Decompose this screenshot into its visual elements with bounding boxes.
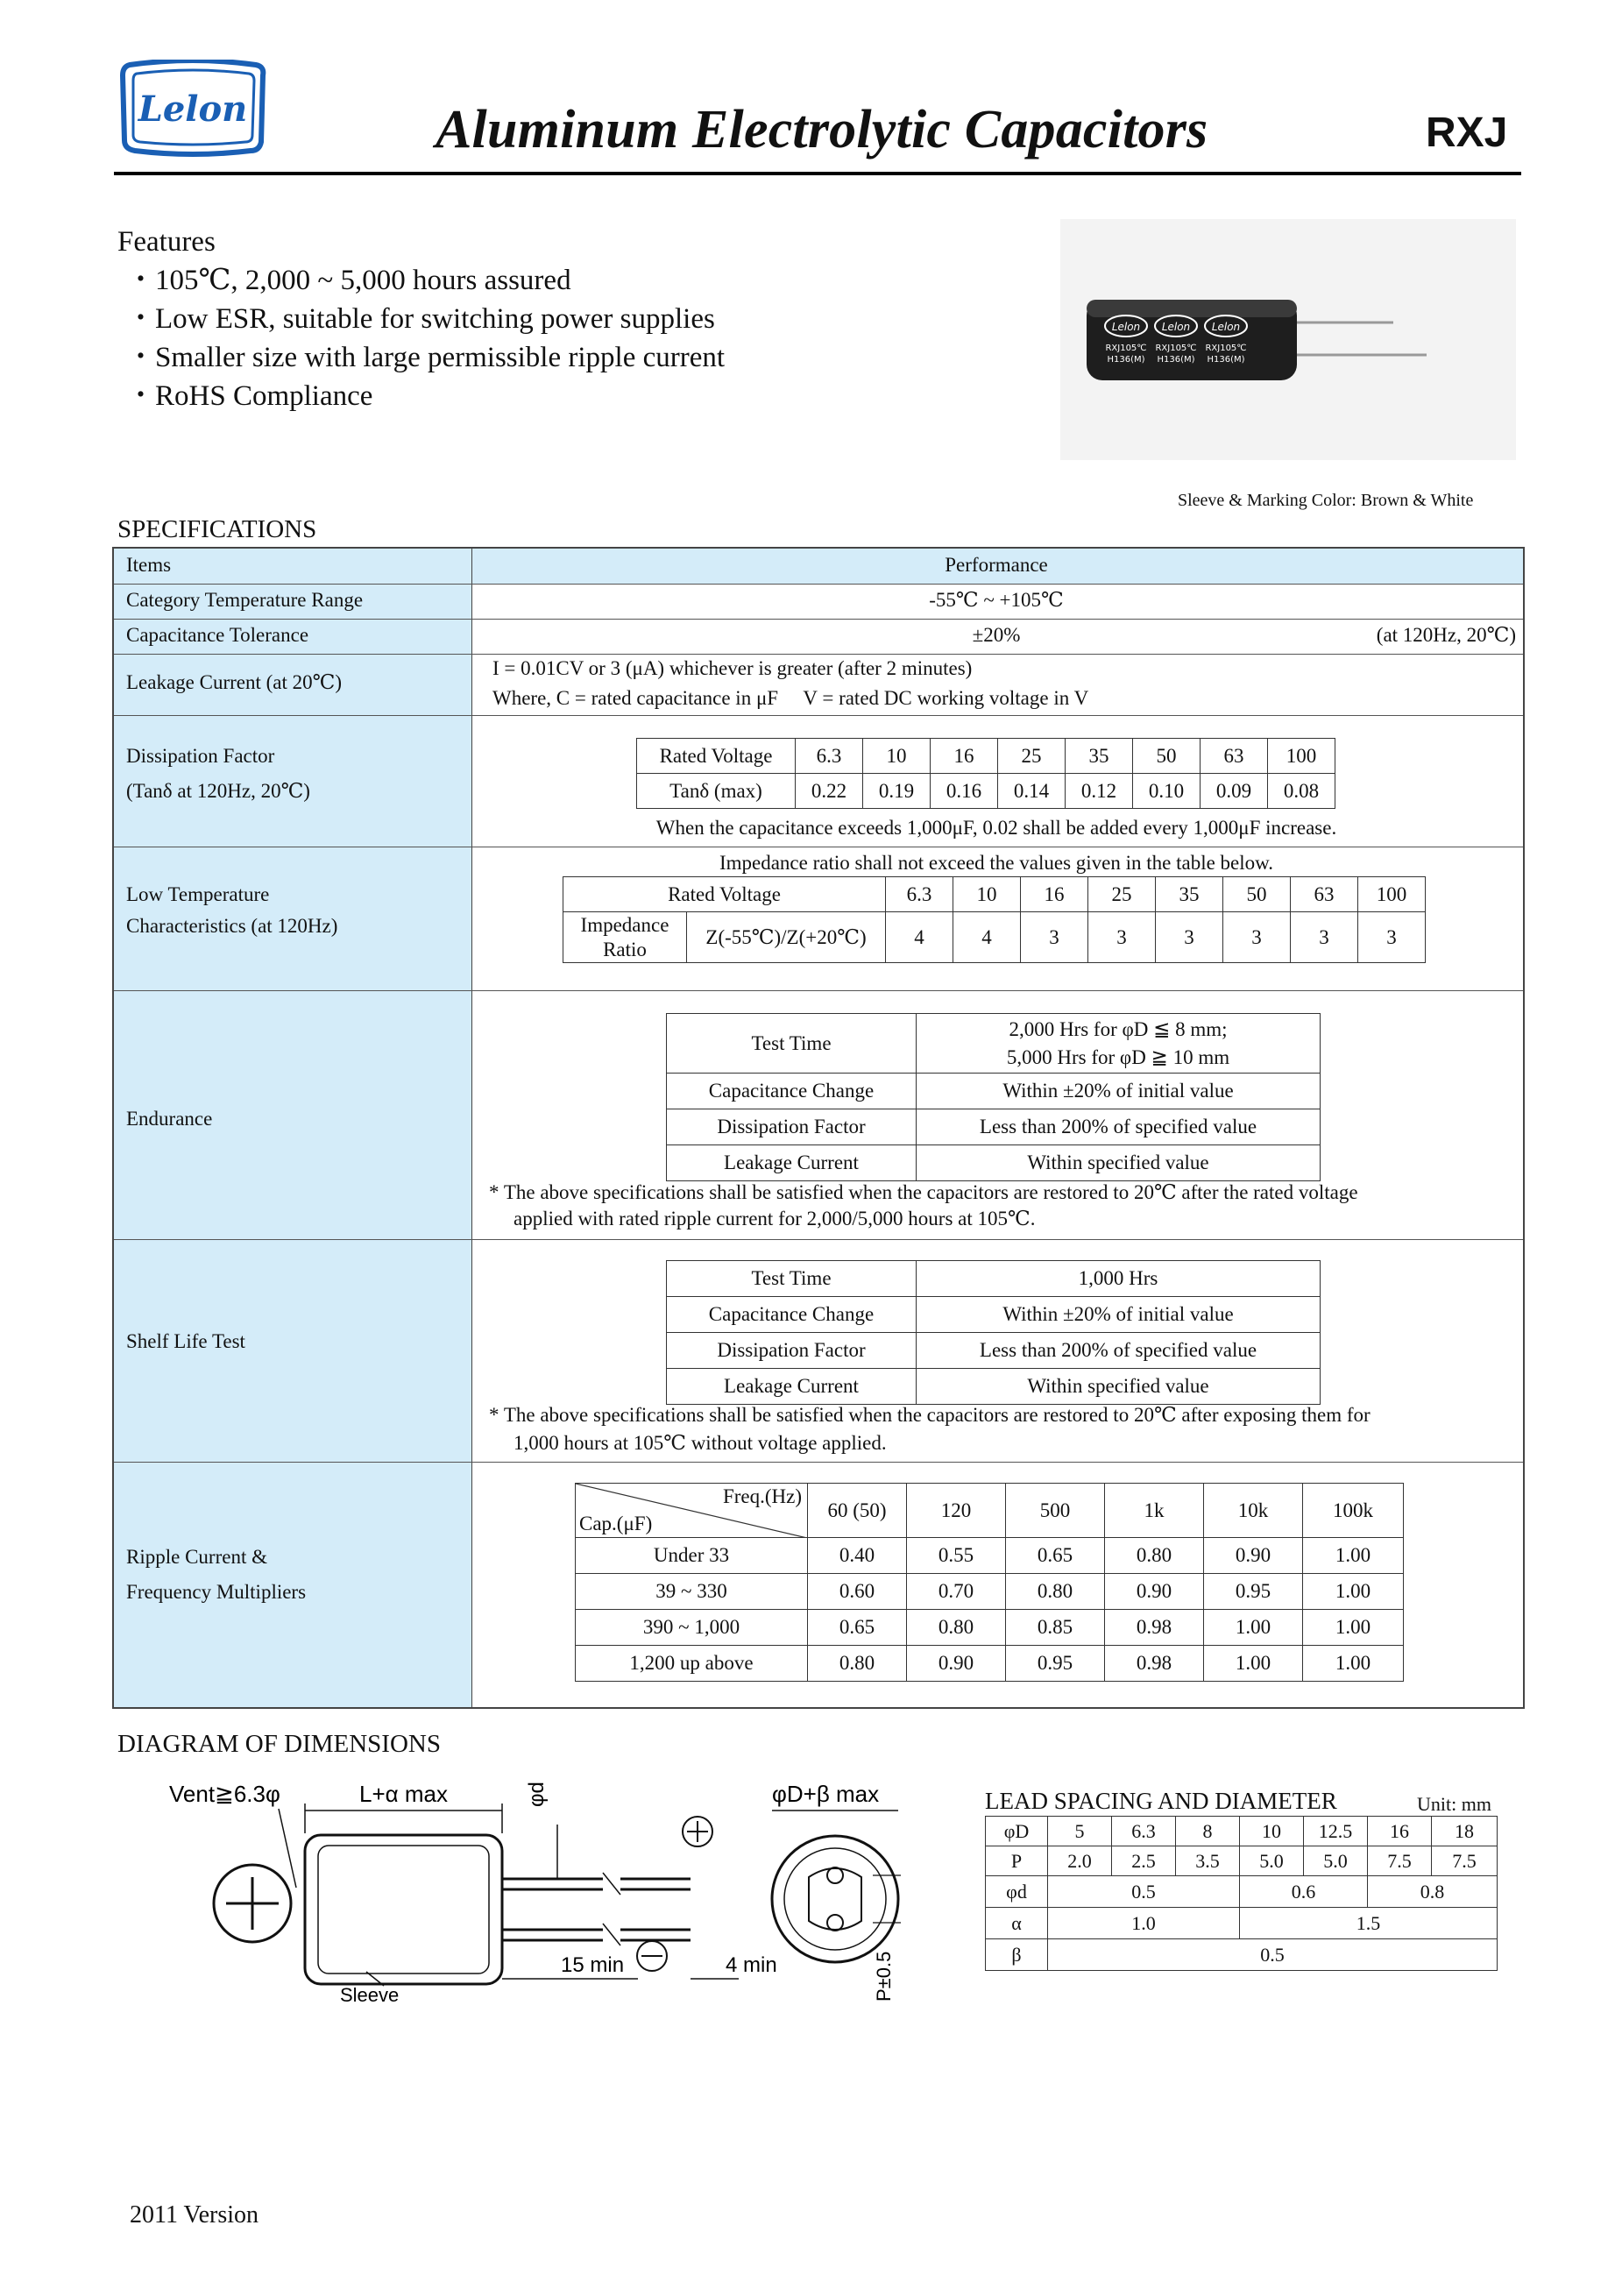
endurance-item: Dissipation Factor: [667, 1109, 917, 1145]
ratio-label: Ratio: [603, 938, 647, 960]
multiplier: 0.55: [907, 1538, 1006, 1574]
voltage-cell: 6.3: [886, 877, 953, 912]
multiplier: 1.00: [1303, 1574, 1404, 1610]
voltage-cell: 63: [1201, 739, 1268, 774]
ripple-label: Ripple Current &: [126, 1546, 267, 1568]
freq-cell: 500: [1006, 1484, 1105, 1538]
row-divider: [114, 654, 1523, 655]
specifications-table: [112, 547, 1525, 1709]
multiplier: 1.00: [1204, 1610, 1303, 1646]
voltage-cell: 6.3: [796, 739, 863, 774]
beta-label: β: [986, 1939, 1048, 1971]
tan-label: Tanδ (max): [637, 774, 796, 809]
dissipation-label: Dissipation Factor: [126, 745, 275, 767]
vent-label: Vent≧6.3φ: [169, 1781, 280, 1807]
ratio-cell: 3: [1088, 912, 1156, 963]
multiplier: 0.90: [1105, 1574, 1204, 1610]
feature-item: ・105℃, 2,000 ~ 5,000 hours assured: [126, 265, 571, 296]
endurance-note-cont: applied with rated ripple current for 2,000/5,000 hours at 105℃.: [514, 1208, 1036, 1229]
pitch-label: P±0.5: [873, 1951, 895, 2002]
page-title: Aluminum Electrolytic Capacitors: [436, 100, 1208, 159]
features-section: [117, 223, 725, 415]
multiplier: 0.80: [907, 1610, 1006, 1646]
low-temp-intro: Impedance ratio shall not exceed the values given in the table below.: [719, 852, 1274, 874]
tan-cell: 0.09: [1201, 774, 1268, 809]
voltage-cell: 63: [1291, 877, 1358, 912]
feature-item: ・RoHS Compliance: [126, 380, 373, 412]
voltage-cell: 50: [1133, 739, 1201, 774]
sleeve-label: Sleeve: [340, 1984, 400, 2006]
ratio-cell: 3: [1156, 912, 1223, 963]
freq-cap-header: [576, 1484, 808, 1538]
cap-tolerance-value: ±20%: [972, 624, 1021, 646]
endurance-item: Capacitance Change: [667, 1074, 917, 1109]
low-temp-sublabel: Characteristics (at 120Hz): [126, 915, 338, 937]
p-label: P: [986, 1846, 1048, 1876]
tan-cell: 0.10: [1133, 774, 1201, 809]
header-rule: [114, 172, 1521, 175]
tan-cell: 0.22: [796, 774, 863, 809]
endurance-value: Less than 200% of specified value: [917, 1109, 1321, 1145]
svg-text:H136(M): H136(M): [1207, 355, 1245, 365]
unit-label: Unit: mm: [1417, 1793, 1491, 1815]
freq-cell: 60 (50): [808, 1484, 907, 1538]
multiplier: 1.00: [1303, 1610, 1404, 1646]
voltage-cell: 35: [1066, 739, 1133, 774]
cap-range: Under 33: [576, 1538, 808, 1574]
body-dia-label: φD+β max: [772, 1781, 880, 1807]
ratio-cell: 3: [1223, 912, 1291, 963]
multiplier: 0.70: [907, 1574, 1006, 1610]
multiplier: 0.40: [808, 1538, 907, 1574]
lead-d-cell: 0.8: [1368, 1876, 1498, 1908]
alpha-cell: 1.0: [1048, 1908, 1240, 1939]
multiplier: 1.00: [1303, 1646, 1404, 1682]
d-cell: 8: [1176, 1817, 1240, 1846]
rated-voltage-label: Rated Voltage: [563, 877, 886, 912]
svg-text:RXJ105℃: RXJ105℃: [1155, 344, 1197, 353]
voltage-cell: 25: [1088, 877, 1156, 912]
z-ratio-label: Z(-55℃)/Z(+20℃): [687, 912, 886, 963]
cap-range: 390 ~ 1,000: [576, 1610, 808, 1646]
alpha-cell: 1.5: [1240, 1908, 1498, 1939]
shelf-value: Within ±20% of initial value: [917, 1297, 1321, 1333]
tan-cell: 0.08: [1268, 774, 1335, 809]
d-label: φD: [986, 1817, 1048, 1846]
multiplier: 0.90: [1204, 1538, 1303, 1574]
endurance-value: Within specified value: [917, 1145, 1321, 1181]
voltage-cell: 100: [1268, 739, 1335, 774]
d-cell: 6.3: [1112, 1817, 1176, 1846]
d-cell: 18: [1432, 1817, 1498, 1846]
ratio-cell: 4: [886, 912, 953, 963]
length-label: L+α max: [359, 1781, 449, 1807]
lead-spacing-table: [985, 1816, 1498, 1971]
version-label: 2011 Version: [130, 2201, 259, 2229]
impedance-label: Impedance: [580, 913, 669, 936]
lead-d-cell: 0.6: [1240, 1876, 1368, 1908]
row-divider: [114, 619, 1523, 620]
shelf-item: Capacitance Change: [667, 1297, 917, 1333]
ripple-table: [575, 1483, 1404, 1682]
freq-cell: 100k: [1303, 1484, 1404, 1538]
svg-text:Lelon: Lelon: [1161, 321, 1191, 333]
test-time-value: 1,000 Hrs: [917, 1261, 1321, 1297]
multiplier: 1.00: [1303, 1538, 1404, 1574]
freq-label: Freq.(Hz): [722, 1485, 802, 1507]
items-header: Items: [126, 554, 172, 576]
endurance-item: Leakage Current: [667, 1145, 917, 1181]
temp-range-label: Category Temperature Range: [126, 589, 364, 611]
voltage-cell: 16: [1021, 877, 1088, 912]
test-time-value: [917, 1014, 1321, 1074]
endurance-note: * The above specifications shall be satisfied when the capacitors are restored to 20℃ after the rated voltage: [489, 1181, 1358, 1203]
dimension-diagram: [165, 1772, 918, 2009]
endurance-value: Within ±20% of initial value: [917, 1074, 1321, 1109]
cap-tolerance-note: (at 120Hz, 20℃): [1376, 624, 1516, 646]
svg-text:RXJ105℃: RXJ105℃: [1205, 344, 1247, 353]
shelf-life-note-cont: 1,000 hours at 105℃ without voltage applied.: [514, 1432, 887, 1454]
multiplier: 0.90: [907, 1646, 1006, 1682]
endurance-label: Endurance: [126, 1108, 213, 1130]
impedance-ratio-label: [563, 912, 687, 963]
cap-range: 1,200 up above: [576, 1646, 808, 1682]
shelf-life-note: * The above specifications shall be satisfied when the capacitors are restored to 20℃ after exposing them for: [489, 1404, 1371, 1426]
svg-text:Lelon: Lelon: [1111, 321, 1141, 333]
d-cell: 10: [1240, 1817, 1304, 1846]
cap-label: Cap.(μF): [579, 1513, 653, 1534]
multiplier: 0.98: [1105, 1646, 1204, 1682]
beta-cell: 0.5: [1048, 1939, 1498, 1971]
specifications-title: SPECIFICATIONS: [117, 515, 317, 543]
lead-d-label: φd: [986, 1876, 1048, 1908]
capacitor-photo: [1060, 219, 1516, 460]
voltage-cell: 10: [863, 739, 931, 774]
row-divider: [114, 1462, 1523, 1463]
test-time-label: Test Time: [667, 1014, 917, 1074]
feature-item: ・Smaller size with large permissible ripple current: [126, 342, 726, 373]
features-heading: Features: [117, 226, 216, 258]
ratio-cell: 3: [1291, 912, 1358, 963]
sleeve-note: Sleeve & Marking Color: Brown & White: [1178, 491, 1474, 510]
tan-cell: 0.16: [931, 774, 998, 809]
p-cell: 3.5: [1176, 1846, 1240, 1876]
series-code: RXJ: [1426, 110, 1508, 156]
tan-delta-table: [636, 738, 1335, 809]
shelf-value: Within specified value: [917, 1369, 1321, 1405]
p-cell: 2.5: [1112, 1846, 1176, 1876]
temp-range-value: -55℃ ~ +105℃: [929, 589, 1064, 611]
freq-cell: 10k: [1204, 1484, 1303, 1538]
multiplier: 0.85: [1006, 1610, 1105, 1646]
endurance-table: [666, 1013, 1321, 1181]
p-cell: 5.0: [1304, 1846, 1368, 1876]
leakage-line1: I = 0.01CV or 3 (μA) whichever is greater (after 2 minutes): [492, 657, 973, 679]
dissipation-note: When the capacitance exceeds 1,000μF, 0.02 shall be added every 1,000μF increase.: [655, 817, 1337, 839]
svg-text:H136(M): H136(M): [1107, 355, 1145, 365]
multiplier: 0.60: [808, 1574, 907, 1610]
tan-cell: 0.12: [1066, 774, 1133, 809]
multiplier: 0.80: [1105, 1538, 1204, 1574]
p-cell: 7.5: [1368, 1846, 1432, 1876]
impedance-table: [563, 876, 1426, 963]
row-divider: [114, 584, 1523, 585]
ratio-cell: 3: [1021, 912, 1088, 963]
end-min-label: 4 min: [726, 1953, 777, 1977]
dissipation-sublabel: (Tanδ at 120Hz, 20℃): [126, 780, 310, 802]
alpha-label: α: [986, 1908, 1048, 1939]
d-cell: 12.5: [1304, 1817, 1368, 1846]
multiplier: 0.65: [808, 1610, 907, 1646]
ratio-cell: 3: [1358, 912, 1426, 963]
voltage-cell: 35: [1156, 877, 1223, 912]
cap-tolerance-label: Capacitance Tolerance: [126, 624, 309, 646]
multiplier: 0.95: [1006, 1646, 1105, 1682]
voltage-cell: 50: [1223, 877, 1291, 912]
d-cell: 5: [1048, 1817, 1112, 1846]
rated-voltage-label: Rated Voltage: [637, 739, 796, 774]
freq-cell: 120: [907, 1484, 1006, 1538]
lead-min-label: 15 min: [561, 1953, 625, 1977]
svg-text:Lelon: Lelon: [138, 89, 248, 130]
shelf-life-table: [666, 1260, 1321, 1405]
performance-header: Performance: [945, 554, 1048, 576]
lead-dia-label: φd: [525, 1782, 549, 1807]
p-cell: 5.0: [1240, 1846, 1304, 1876]
ripple-sublabel: Frequency Multipliers: [126, 1581, 307, 1603]
voltage-cell: 100: [1358, 877, 1426, 912]
cap-range: 39 ~ 330: [576, 1574, 808, 1610]
lelon-logo: [117, 60, 268, 158]
test-time-line: 2,000 Hrs for φD ≦ 8 mm;: [1009, 1017, 1228, 1040]
svg-text:RXJ105℃: RXJ105℃: [1105, 344, 1147, 353]
p-cell: 2.0: [1048, 1846, 1112, 1876]
test-time-line: 5,000 Hrs for φD ≧ 10 mm: [1006, 1045, 1230, 1068]
freq-cell: 1k: [1105, 1484, 1204, 1538]
lead-d-cell: 0.5: [1048, 1876, 1240, 1908]
test-time-label: Test Time: [667, 1261, 917, 1297]
multiplier: 0.80: [1006, 1574, 1105, 1610]
leakage-line2: Where, C = rated capacitance in μF V = rated DC working voltage in V: [492, 687, 1089, 709]
voltage-cell: 16: [931, 739, 998, 774]
multiplier: 0.80: [808, 1646, 907, 1682]
svg-text:H136(M): H136(M): [1157, 355, 1195, 365]
ratio-cell: 4: [953, 912, 1021, 963]
row-divider: [114, 715, 1523, 716]
d-cell: 16: [1368, 1817, 1432, 1846]
shelf-value: Less than 200% of specified value: [917, 1333, 1321, 1369]
shelf-life-label: Shelf Life Test: [126, 1330, 245, 1352]
tan-cell: 0.19: [863, 774, 931, 809]
p-cell: 7.5: [1432, 1846, 1498, 1876]
svg-text:Lelon: Lelon: [1211, 321, 1241, 333]
feature-item: ・Low ESR, suitable for switching power supplies: [126, 303, 715, 335]
multiplier: 0.95: [1204, 1574, 1303, 1610]
tan-cell: 0.14: [998, 774, 1066, 809]
shelf-item: Leakage Current: [667, 1369, 917, 1405]
row-divider: [114, 990, 1523, 991]
low-temp-label: Low Temperature: [126, 883, 270, 905]
voltage-cell: 10: [953, 877, 1021, 912]
lead-spacing-title: LEAD SPACING AND DIAMETER: [985, 1788, 1337, 1814]
multiplier: 0.98: [1105, 1610, 1204, 1646]
dimensions-title: DIAGRAM OF DIMENSIONS: [117, 1730, 441, 1758]
multiplier: 0.65: [1006, 1538, 1105, 1574]
voltage-cell: 25: [998, 739, 1066, 774]
multiplier: 1.00: [1204, 1646, 1303, 1682]
row-divider: [114, 1239, 1523, 1240]
shelf-item: Dissipation Factor: [667, 1333, 917, 1369]
leakage-label: Leakage Current (at 20℃): [126, 671, 343, 693]
